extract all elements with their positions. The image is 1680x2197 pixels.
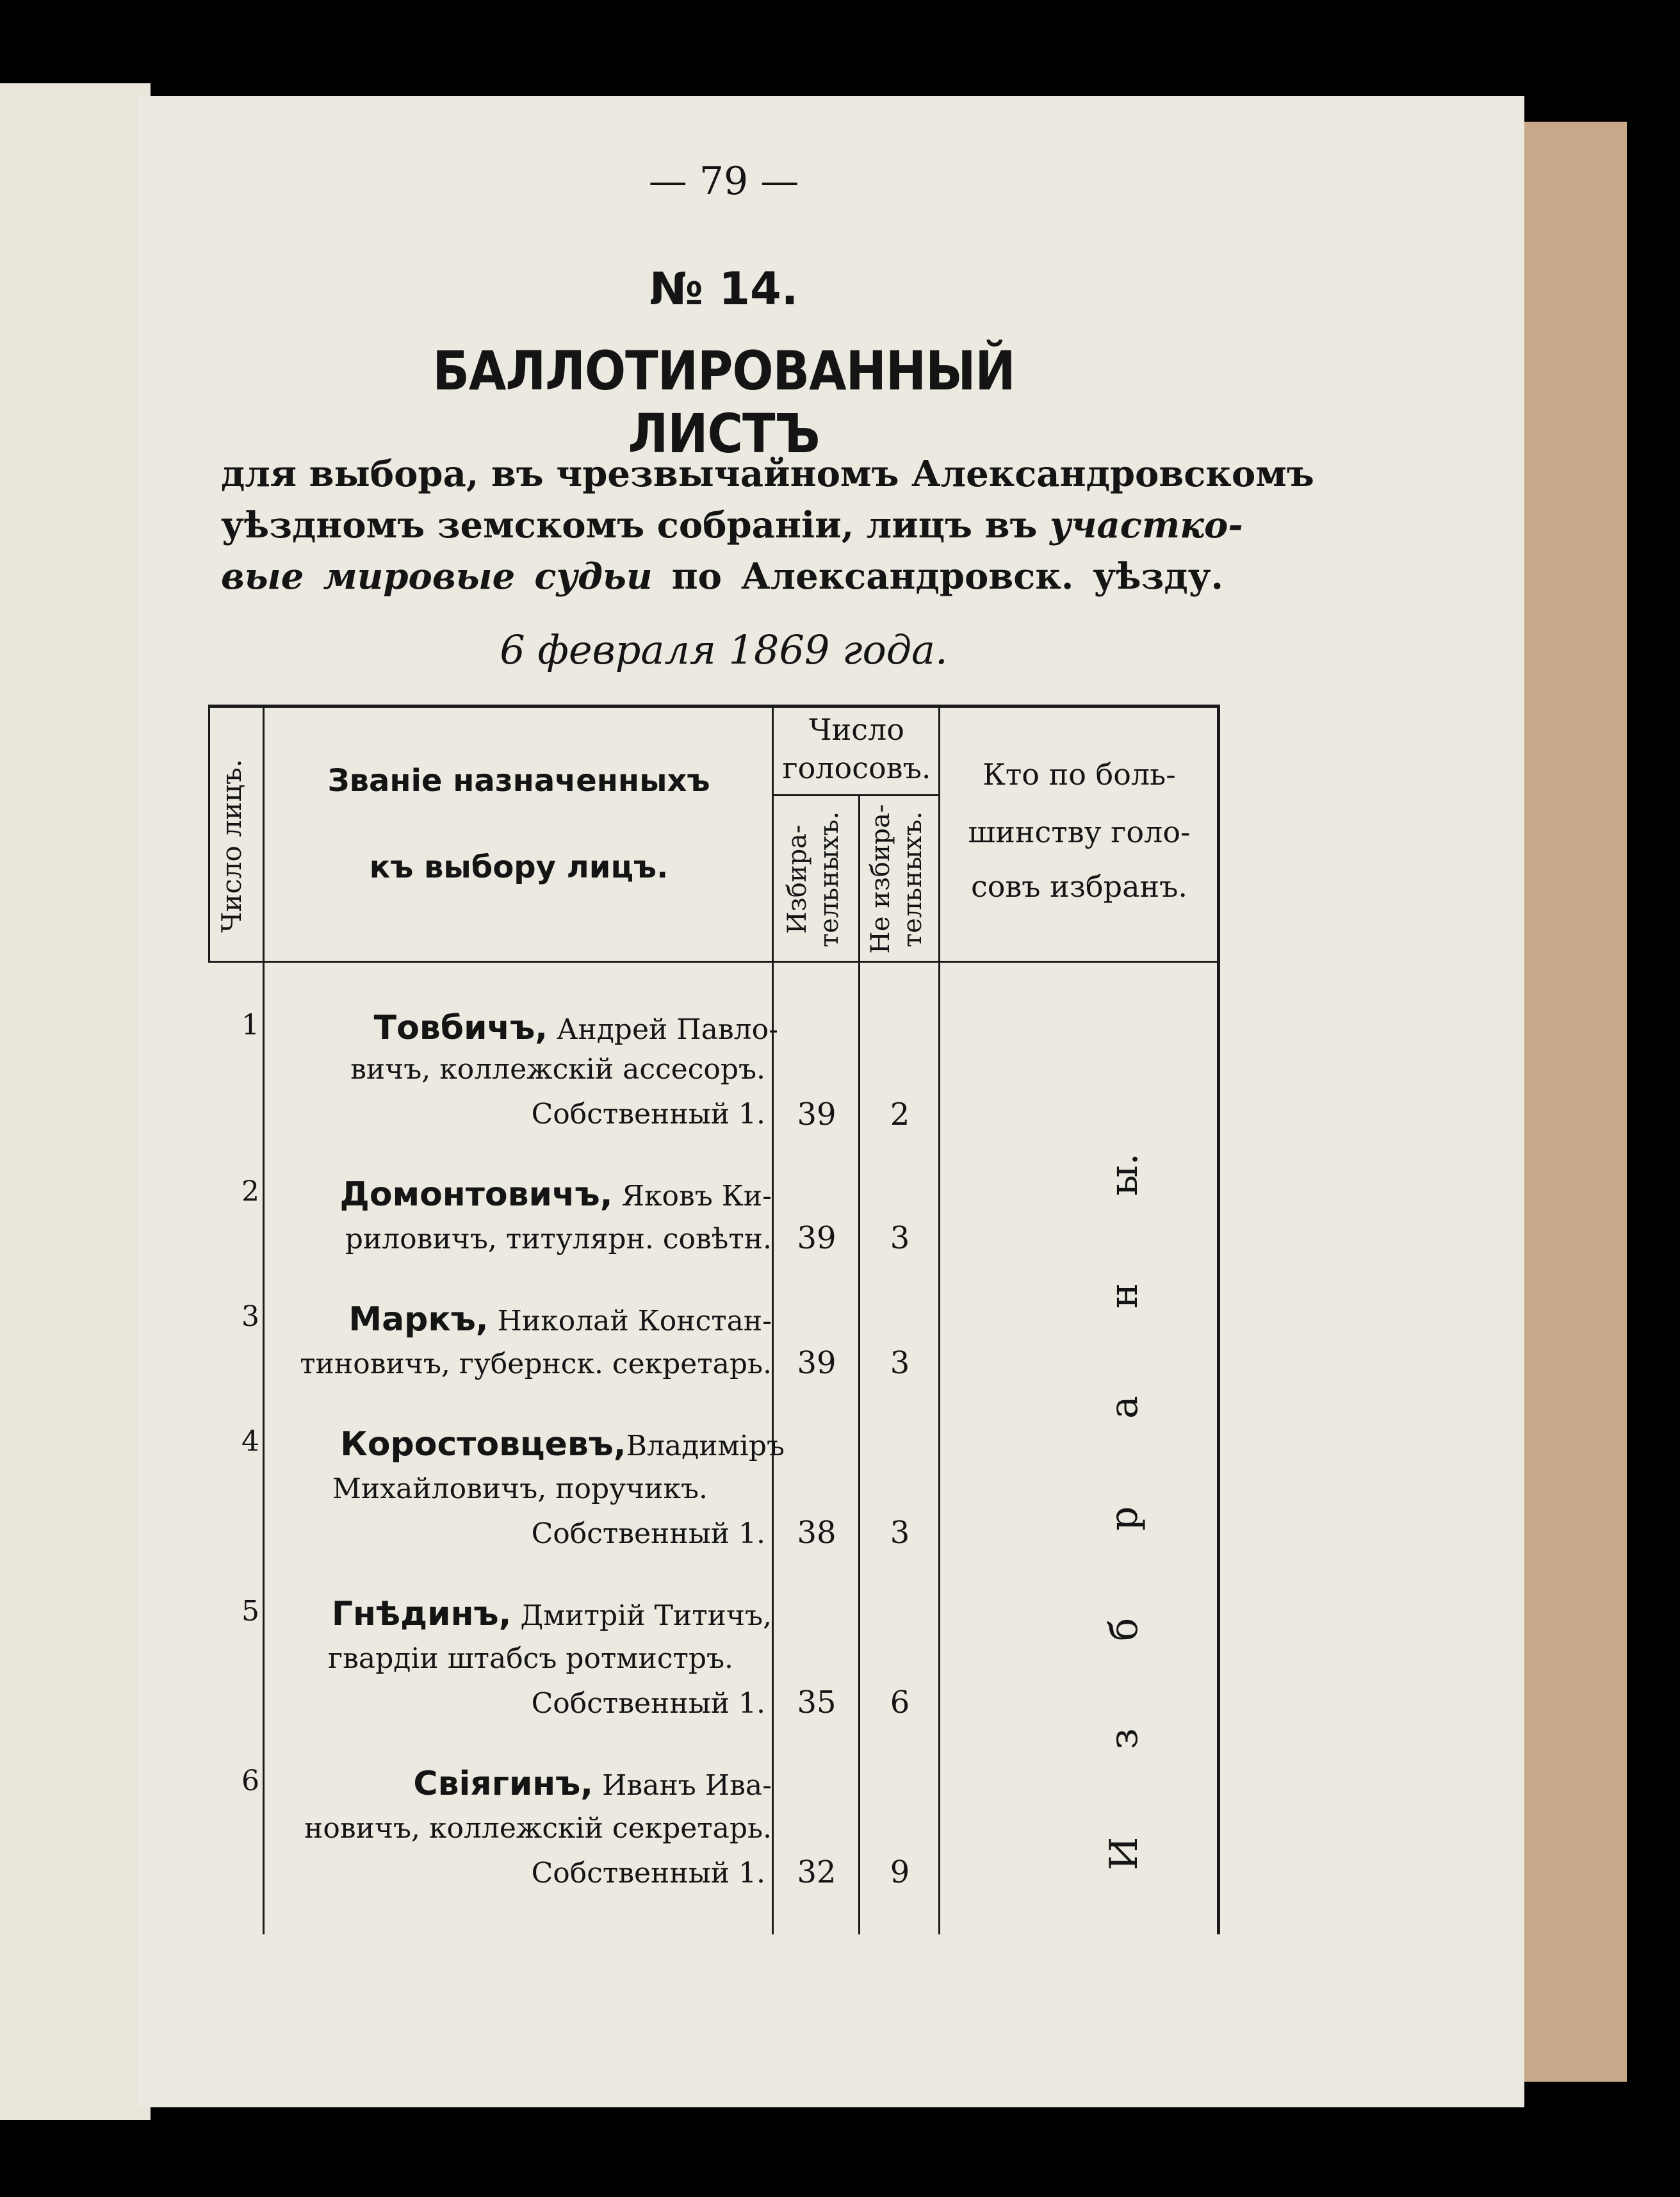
subtitle-line-3: вые мировые судьи по Александровск. уѣзду. xyxy=(221,555,1224,598)
row-2-line-2: риловичъ, титулярн. совѣтн. xyxy=(345,1223,772,1255)
col-rule-count xyxy=(263,705,265,1934)
document-date: 6 февраля 1869 года. xyxy=(500,626,948,673)
header-votes-for: Избира- тельныхъ. xyxy=(783,811,844,947)
header-votes-2: голосовъ. xyxy=(782,751,931,785)
row-5-for: 35 xyxy=(797,1685,836,1720)
row-2-against: 3 xyxy=(890,1220,910,1256)
row-5-line-2: гвардіи штабсъ ротмистръ. xyxy=(328,1642,733,1675)
row-4-line-3: Собственный 1. xyxy=(531,1517,765,1550)
row-3-name: Маркъ, Николай Констан- xyxy=(348,1300,772,1339)
row-6-line-3: Собственный 1. xyxy=(531,1857,765,1890)
document-number: № 14. xyxy=(649,263,799,315)
document-title: БАЛЛОТИРОВАННЫЙ ЛИСТЪ xyxy=(432,339,1015,465)
document-subtitle xyxy=(221,448,1314,602)
header-elected-1: Кто по боль- xyxy=(983,757,1176,792)
table-right-rule xyxy=(1217,705,1220,1934)
row-5-name: Гнѣдинъ, Дмитрій Титичъ, xyxy=(331,1595,772,1633)
row-3-number: 3 xyxy=(241,1300,259,1333)
col-rule-votes xyxy=(938,705,940,1934)
header-elected-2: шинству голо- xyxy=(968,815,1191,849)
row-6-for: 32 xyxy=(797,1854,836,1890)
row-4-against: 3 xyxy=(890,1515,910,1551)
elected-letter: б xyxy=(1102,1618,1146,1642)
elected-letter: р xyxy=(1102,1506,1146,1531)
header-votes-1: Число xyxy=(809,712,904,747)
left-page-edge xyxy=(0,83,151,2120)
table-left-rule xyxy=(208,705,210,961)
row-1-line-3: Собственный 1. xyxy=(531,1098,765,1131)
row-1-for: 39 xyxy=(797,1097,836,1132)
row-6-line-2: новичъ, коллежскій секретарь. xyxy=(304,1812,772,1845)
row-5-number: 5 xyxy=(241,1595,259,1628)
table-header-rule xyxy=(208,961,1220,963)
subtitle-line-2: уѣздномъ земскомъ собраніи, лицъ въ участко- xyxy=(221,504,1243,546)
elected-letter: ы. xyxy=(1102,1153,1146,1196)
row-3-against: 3 xyxy=(890,1345,910,1381)
header-count: Число лицъ. xyxy=(216,758,247,933)
header-votes-against: Не избира- тельныхъ. xyxy=(866,804,927,954)
subtitle-line-1: для выбора, въ чрезвычайномъ Александровскомъ xyxy=(221,453,1314,495)
elected-letter: н xyxy=(1102,1283,1146,1309)
row-4-for: 38 xyxy=(797,1515,836,1551)
row-5-against: 6 xyxy=(890,1685,910,1720)
row-6-name: Свіягинъ, Иванъ Ива- xyxy=(413,1765,772,1803)
row-1-line-2: вичъ, коллежскій ассесоръ. xyxy=(350,1053,765,1086)
table-top-rule xyxy=(208,705,1220,708)
elected-letter: И xyxy=(1102,1836,1146,1870)
row-1-against: 2 xyxy=(890,1097,910,1132)
col-rule-for xyxy=(858,794,860,1934)
header-rank-1: Званіе назначенныхъ xyxy=(327,763,710,799)
row-1-name: Товбичъ, Андрей Павло- xyxy=(373,1009,778,1047)
row-5-line-3: Собственный 1. xyxy=(531,1687,765,1720)
subtitle-emphasis-1: участко- xyxy=(1049,504,1243,546)
elected-result xyxy=(1041,1153,1207,1870)
row-6-against: 9 xyxy=(890,1854,910,1890)
row-3-for: 39 xyxy=(797,1345,836,1381)
page-stack-edge xyxy=(1521,122,1627,2082)
row-1-number: 1 xyxy=(241,1009,259,1041)
row-2-for: 39 xyxy=(797,1220,836,1256)
ballot-table xyxy=(208,705,1220,1934)
elected-letter: з xyxy=(1102,1728,1146,1750)
header-elected-3: совъ избранъ. xyxy=(970,869,1188,904)
header-rank-2: къ выбору лицъ. xyxy=(369,849,669,885)
row-4-number: 4 xyxy=(241,1425,259,1458)
row-2-number: 2 xyxy=(241,1175,259,1208)
votes-sub-rule xyxy=(772,794,938,796)
elected-letter: а xyxy=(1102,1396,1146,1419)
row-4-line-2: Михайловичъ, поручикъ. xyxy=(332,1473,708,1505)
subtitle-emphasis-2: вые мировые судьи xyxy=(221,555,653,598)
page-number: — 79 — xyxy=(648,159,799,204)
row-3-line-2: тиновичъ, губернск. секретарь. xyxy=(300,1348,772,1380)
row-4-name: Коростовцевъ,Владиміръ xyxy=(340,1425,785,1464)
row-6-number: 6 xyxy=(241,1765,259,1797)
row-2-name: Домонтовичъ, Яковъ Ки- xyxy=(339,1175,772,1214)
col-rule-rank xyxy=(772,705,774,1934)
